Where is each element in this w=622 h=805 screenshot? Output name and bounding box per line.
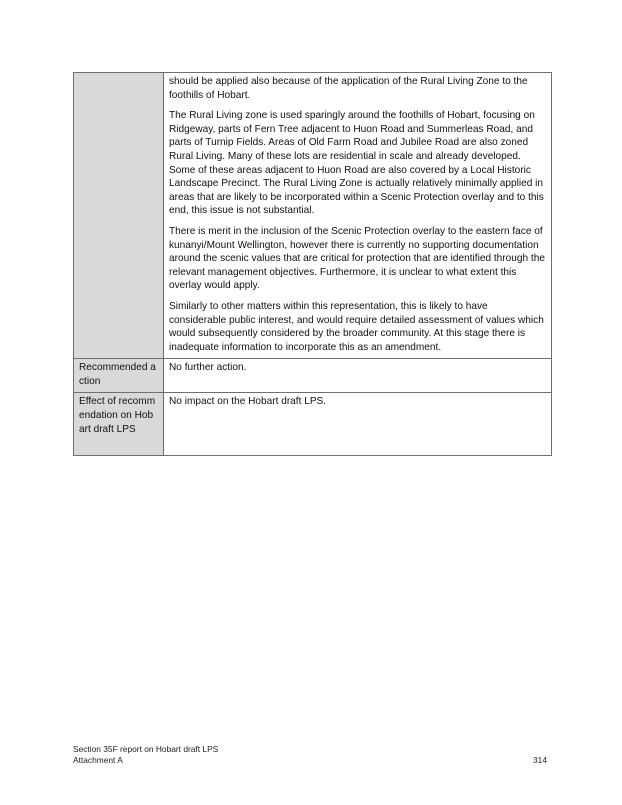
page-footer [73,744,551,767]
effect-of-recommendation-content [164,393,552,456]
row-label-discussion [74,73,164,359]
page-number: 314 [533,755,547,766]
recommended-action-content [164,359,552,393]
discussion-paragraph: should be applied also because of the application of the Rural Living Zone to the foothills of Hobart. [169,76,528,101]
footer-report-title: Section 35F report on Hobart draft LPS [73,744,219,754]
table-row-effect-of-recommendation [74,393,552,456]
table-row-discussion [74,73,552,359]
discussion-content [164,73,552,359]
row-label-effect-of-recommendation: Effect of recommendation on Hobart draft LPS [74,393,164,456]
effect-of-recommendation-text: No impact on the Hobart draft LPS. [169,396,327,408]
footer-attachment-label: Attachment A [73,755,123,766]
discussion-paragraph: There is merit in the inclusion of the Scenic Protection overlay to the eastern face of kunanyi/Mount Wellington, however there is currently no supporting documentation around the scenic values that are critical for protection that are identified through the relevant management objectives. Furthermore, it is unclear to what extent this overlay would apply. [169,225,545,292]
recommended-action-text: No further action. [169,362,247,374]
assessment-table [73,72,552,456]
discussion-paragraph: The Rural Living zone is used sparingly around the foothills of Hobart, focusing on Ridgeway, parts of Fern Tree adjacent to Huon Road and Summerleas Road, and parts of Turnip Fields. Areas of Old Farm Road and Jubilee Road are also zoned Rural Living. Many of these lots are residential in scale and already developed. Some of these areas adjacent to Huon Road are also covered by a Local Historic Landscape Precinct. The Rural Living Zone is actually relatively minimally applied in areas that are likely to be incorporated within a Scenic Protection overlay and to this end, this issue is not substantial. [169,110,544,217]
row-label-recommended-action: Recommended action [74,359,164,393]
table-row-recommended-action [74,359,552,393]
discussion-paragraph: Similarly to other matters within this representation, this is likely to have considerable public interest, and would require detailed assessment of values which would subsequently considered by the broader community. At this stage there is inadequate information to incorporate this as an amendment. [169,300,544,353]
